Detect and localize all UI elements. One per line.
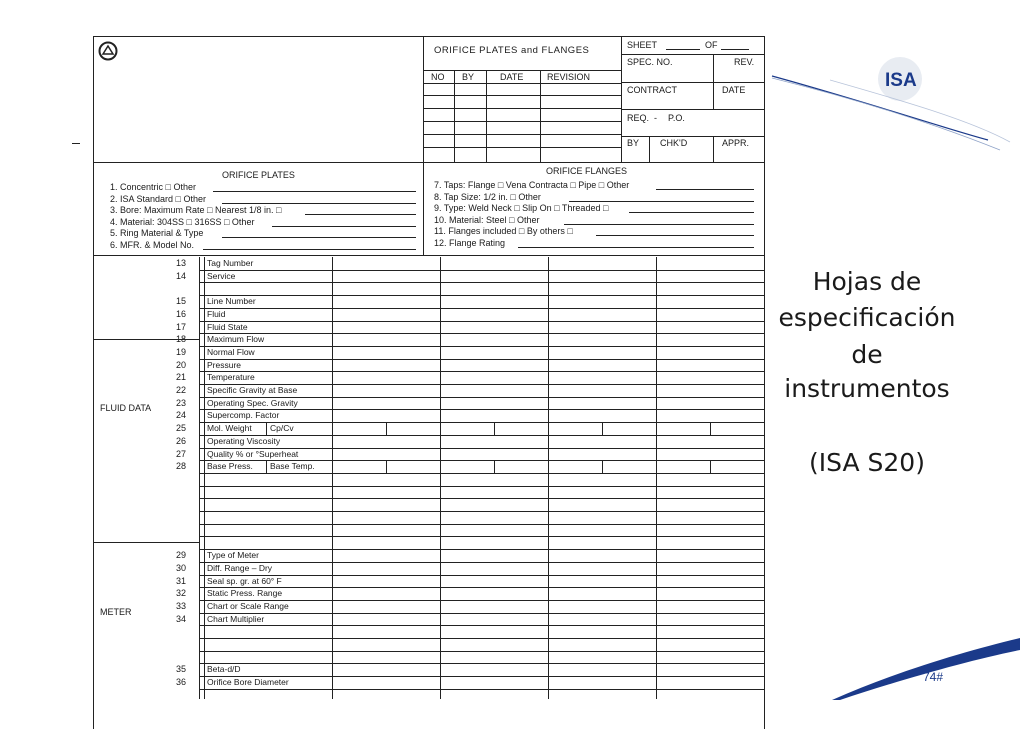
flanges-fill-line[interactable] <box>596 235 754 236</box>
grid-rule <box>199 308 764 309</box>
svg-text:ISA: ISA <box>885 70 917 91</box>
isa-seal-logo <box>98 41 118 61</box>
row-label: Line Number <box>207 296 256 307</box>
grid-rule <box>199 371 764 372</box>
flanges-item: 12. Flange Rating <box>434 237 506 248</box>
row-number: 30 <box>176 562 187 573</box>
title-line-3: de <box>851 340 883 369</box>
grid-rule <box>199 409 764 410</box>
row-label: Type of Meter <box>207 550 259 561</box>
title-line-1: Hojas de <box>812 267 922 296</box>
plates-fill-line[interactable] <box>222 237 416 238</box>
row-label: Tag Number <box>207 258 254 268</box>
flanges-item: 8. Tap Size: 1/2 in. □ Other <box>434 191 541 202</box>
grid-column-rule <box>440 257 441 699</box>
plates-fill-line[interactable] <box>305 214 416 215</box>
row-label: Pressure <box>207 359 242 370</box>
grid-column-rule <box>332 257 333 699</box>
row-number: 29 <box>176 550 187 561</box>
row-number: 20 <box>176 359 187 370</box>
row-label: Orifice Bore Diameter <box>207 677 289 688</box>
row-label: Fluid <box>207 308 226 319</box>
plates-item: 1. Concentric □ Other <box>110 182 196 192</box>
row-number: 34 <box>176 613 187 624</box>
row-label: Beta-d/D <box>207 664 241 675</box>
row-label: Seal sp. gr. at 60° F <box>207 575 282 586</box>
row-label: Normal Flow <box>207 346 255 357</box>
grid-rule <box>199 359 764 360</box>
flanges-fill-line[interactable] <box>569 201 754 202</box>
row-label: Static Press. Range <box>207 588 283 599</box>
row-label: Quality % or °Superheat <box>207 448 299 459</box>
flanges-fill-line[interactable] <box>656 189 754 190</box>
row-number: 32 <box>176 588 187 599</box>
row-label: Operating Spec. Gravity <box>207 397 298 408</box>
req-label: REQ. <box>627 113 650 123</box>
plates-title: ORIFICE PLATES <box>222 170 295 180</box>
grid-rule <box>199 473 764 474</box>
grid-column-rule <box>656 257 657 699</box>
spec-sheet-form: ORIFICE PLATES and FLANGES NO BY DATE REVISION SHEET OF SPEC. NO. REV. CONTRACT DATE REQ. - P.O. BY CHK'D APPR. ORIFICE PLATES ORIFICE FLANGES 1. Concentric □ Other 2. ISA Standard □ Other 3. Bore: Maximum Rate □ Nearest 1/8 in. □ 4. Material: 304SS □ 316SS □ Other 5. Ring Material & Type 6. MFR. & Model No. 7. Taps: Flange □ Vena Contracta □ Pipe □ Other 8. Tap Size: 1/2 in. □ Other 9. Type: Weld Neck □ Slip On □ Threaded □ 10. Material: Steel □ Other 11. Flanges included □ By others □ 12. Flange Rating 13 Tag Number 14 Service 15 Line Number 16 Fluid 17 Fluid State 18 Maximum Flow 19 Normal Flow 20 Pressure 21 Temperature 22 Specific Gravity at Base 23 Operating Spec. Gravity 24 Supercomp. Factor 25 Mol. Weight Cp/Cv 26 Operating Viscosity 27 Quality % or °Superheat 28 Base Press. Base Temp. 29 Type of Meter 30 Diff. Range – Dry 31 Seal sp. gr. at 60° F 32 Static Press. Range 33 Chart or Scale Range 34 Chart Multiplier 35 Beta-d/D 36 Orifice Bore Diameter FLUID DATA METER <box>93 36 765 729</box>
flanges-fill-line[interactable] <box>629 212 754 213</box>
flanges-item: 9. Type: Weld Neck □ Slip On □ Threaded □ <box>434 203 609 213</box>
row-label: Temperature <box>207 372 255 383</box>
grid-rule <box>199 435 764 436</box>
title-line-2: especificación <box>778 303 956 332</box>
flanges-item: 10. Material: Steel □ Other <box>434 214 540 225</box>
grid-rule <box>199 270 764 271</box>
rev-col-no: NO <box>431 72 445 82</box>
grid-rule <box>199 613 764 614</box>
row-label: Supercomp. Factor <box>207 410 280 421</box>
plates-item: 2. ISA Standard □ Other <box>110 193 206 204</box>
row-number: 33 <box>176 600 187 611</box>
row-label: Maximum Flow <box>207 334 265 345</box>
grid-column-rule <box>199 257 200 699</box>
title-line-4: instrumentos <box>784 374 950 403</box>
grid-rule <box>199 663 764 664</box>
chkd-label: CHK'D <box>660 138 688 148</box>
grid-rule <box>199 498 764 499</box>
row-number: 26 <box>176 435 187 446</box>
contract-label: CONTRACT <box>627 85 677 95</box>
flanges-fill-line[interactable] <box>564 224 754 225</box>
grid-rule <box>199 511 764 512</box>
row-label: Mol. Weight <box>207 423 252 434</box>
row-label: Chart Multiplier <box>207 613 265 624</box>
grid-rule <box>199 651 764 652</box>
grid-rule <box>199 625 764 626</box>
row-label: Chart or Scale Range <box>207 600 289 611</box>
spec-no-label: SPEC. NO. <box>627 57 673 67</box>
grid-rule <box>199 346 764 347</box>
grid-rule <box>199 638 764 639</box>
plates-fill-line[interactable] <box>222 203 416 204</box>
page-number: 74# <box>923 670 944 684</box>
form-title: ORIFICE PLATES and FLANGES <box>434 45 590 56</box>
plates-fill-line[interactable] <box>272 226 416 227</box>
row-number: 25 <box>176 423 187 434</box>
row-label: Diff. Range – Dry <box>207 562 273 573</box>
row-number: 13 <box>176 258 187 268</box>
row-number: 18 <box>176 334 187 345</box>
crop-mark <box>72 143 80 144</box>
row-number: 28 <box>176 461 187 472</box>
grid-rule <box>199 295 764 296</box>
row-label: Fluid State <box>207 321 248 332</box>
grid-rule <box>199 549 764 550</box>
row-label: Base Press. <box>207 461 253 472</box>
grid-rule <box>199 562 764 563</box>
plates-item: 6. MFR. & Model No. <box>110 239 195 250</box>
grid-rule <box>199 486 764 487</box>
row-label-secondary: Base Temp. <box>270 461 315 472</box>
appr-label: APPR. <box>722 138 750 148</box>
grid-rule <box>199 536 764 537</box>
flanges-item: 7. Taps: Flange □ Vena Contracta □ Pipe □ Other <box>434 180 630 190</box>
grid-rule <box>199 524 764 525</box>
plates-fill-line[interactable] <box>213 191 416 192</box>
row-number: 35 <box>176 664 187 675</box>
grid-rule <box>199 587 764 588</box>
of-label: OF <box>705 40 718 50</box>
grid-rule <box>199 333 764 334</box>
po-label: P.O. <box>668 113 685 123</box>
rev-label: REV. <box>734 57 755 67</box>
row-label: Specific Gravity at Base <box>207 385 298 395</box>
plates-item: 4. Material: 304SS □ 316SS □ Other <box>110 216 255 227</box>
section-meter: METER <box>100 607 132 617</box>
row-number: 24 <box>176 410 187 421</box>
row-number: 17 <box>176 321 187 332</box>
grid-rule <box>199 282 764 283</box>
flanges-item: 11. Flanges included □ By others □ <box>434 226 573 236</box>
sheet-label: SHEET <box>627 40 658 50</box>
section-fluid-data: FLUID DATA <box>100 403 152 413</box>
plates-fill-line[interactable] <box>203 249 416 250</box>
row-number: 16 <box>176 308 187 319</box>
row-number: 36 <box>176 677 187 688</box>
row-label-secondary: Cp/Cv <box>270 423 294 434</box>
by-label: BY <box>627 138 640 148</box>
row-label: Operating Viscosity <box>207 435 281 446</box>
flanges-fill-line[interactable] <box>518 247 754 248</box>
rev-col-date: DATE <box>500 72 524 82</box>
row-number: 31 <box>176 575 187 586</box>
grid-rule <box>199 689 764 690</box>
rev-col-by: BY <box>462 72 475 82</box>
plates-item: 3. Bore: Maximum Rate □ Nearest 1/8 in. □ <box>110 205 282 215</box>
title-subtitle: (ISA S20) <box>809 448 925 477</box>
row-number: 27 <box>176 448 187 459</box>
date-label: DATE <box>722 85 746 95</box>
row-number: 22 <box>176 385 187 395</box>
flanges-title: ORIFICE FLANGES <box>546 166 628 176</box>
row-number: 14 <box>176 270 187 281</box>
grid-rule <box>199 575 764 576</box>
grid-rule <box>199 321 764 322</box>
plates-item: 5. Ring Material & Type <box>110 228 204 238</box>
row-number: 21 <box>176 372 187 383</box>
row-number: 15 <box>176 296 187 307</box>
grid-column-rule <box>548 257 549 699</box>
row-number: 19 <box>176 346 187 357</box>
row-number: 23 <box>176 397 187 408</box>
rev-col-revision: REVISION <box>547 72 591 82</box>
row-label: Service <box>207 270 236 281</box>
